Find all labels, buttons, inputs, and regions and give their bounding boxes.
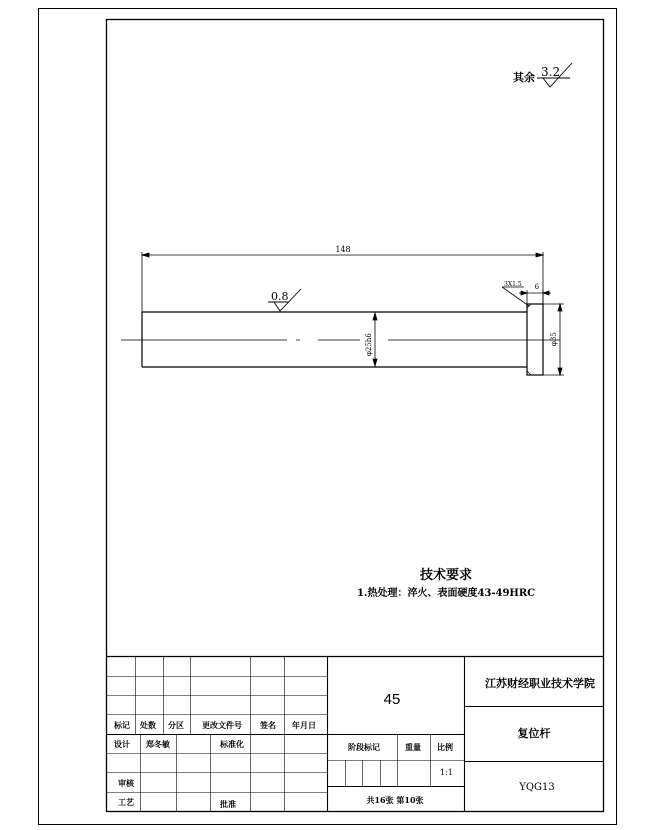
length-dimension [142,252,543,312]
stage-mark-label: 阶段标记 [348,742,380,752]
shaft-roughness-text: 0.8 [271,290,289,303]
designer-name: 郑冬敏 [146,739,170,749]
shaft-body [142,312,527,367]
shaft-diameter-dimension [373,313,377,366]
tech-requirements-title: 技术要求 [420,568,473,583]
label-process: 工艺 [118,797,134,807]
surface-finish-value: 3.2 [541,65,561,79]
inner-frame [107,20,604,812]
head-diameter-text: φ35 [550,332,558,346]
label-approve: 批准 [220,799,236,809]
chamfer-text: 3X1.5 [504,281,522,288]
tech-requirements-item: 1.热处理：淬火、表面硬度43-49HRC [357,588,536,599]
label-standardize: 标准化 [220,739,244,749]
school-name: 江苏财经职业技术学院 [485,677,595,690]
surface-finish-note [513,63,572,87]
label-date: 年月日 [292,720,316,730]
head-length-text: 6 [534,283,540,291]
material-text: 45 [383,691,401,708]
surface-finish-label: 其余 [513,71,535,84]
label-design: 设计 [114,739,130,749]
label-change-doc: 更改文件号 [202,720,242,730]
label-count: 处数 [140,720,156,730]
chamfer-leader [502,287,529,306]
drawing-number: YQG13 [519,782,555,793]
label-review: 审核 [118,778,134,788]
sheets-text: 共16张 第10张 [366,795,424,805]
label-mark: 标记 [114,720,130,730]
weight-label: 重量 [405,742,421,752]
label-zone: 分区 [168,720,184,730]
label-sign: 签名 [260,720,276,730]
scale-label: 比例 [437,742,453,752]
shaft-diameter-text: φ25h6 [365,333,373,356]
shaft-head [527,304,543,375]
scale-value: 1:1 [440,768,453,777]
length-dimension-text: 148 [335,245,351,254]
part-name: 复位杆 [517,727,551,740]
